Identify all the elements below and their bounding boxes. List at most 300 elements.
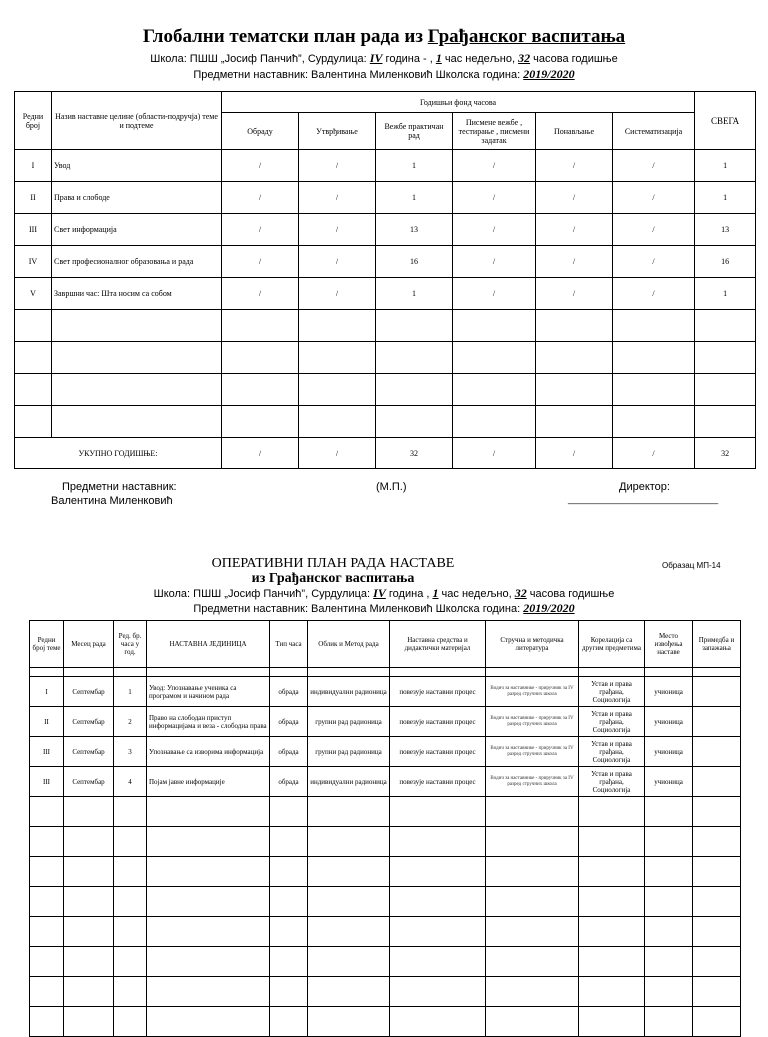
global-plan-title [0,26,768,48]
header-vezbe: Вежбе практичан рад [376,113,453,150]
op-header-form: Облик и Метод рада [308,621,390,668]
cell-svega: 1 [695,182,756,214]
op-cell-notes [693,737,741,767]
op-cell-corr: Устав и права грађана, Социологија [579,677,645,707]
cell-svega: 1 [695,278,756,310]
cell-vezbe: 1 [376,182,453,214]
total-utv: / [299,438,376,469]
empty-cell [579,977,645,1007]
op-cell-lit: Водич за наставнике - приручник за IV разред стручних школа [486,677,579,707]
cell-num: II [15,182,52,214]
table-row [15,278,756,310]
empty-cell [613,342,695,374]
empty-cell [64,827,114,857]
empty-cell [308,887,390,917]
empty-cell [613,374,695,406]
cell-utv: / [299,246,376,278]
header-svega: СВЕГА [695,92,756,150]
header-pismene: Писмене вежбе , тестирање , писмени задатак [453,113,536,150]
empty-cell [308,947,390,977]
op-weekly-value: 1 [432,586,439,600]
empty-cell [30,977,64,1007]
op-year-suffix: година , [388,588,430,600]
empty-cell [114,947,147,977]
cell-sist: / [613,246,695,278]
empty-cell [30,827,64,857]
op-header-means: Наставна средства и дидактички материјал [390,621,486,668]
op-cell-lit: Водич за наставнике - приручник за IV разред стручних школа [486,767,579,797]
op-header-place: Место извођења наставе [645,621,693,668]
empty-row [30,917,741,947]
op-cell-lit: Водич за наставнике - приручник за IV разред стручних школа [486,707,579,737]
empty-cell [695,374,756,406]
empty-cell [299,406,376,438]
empty-cell [390,977,486,1007]
op-cell-month: Септембар [64,737,114,767]
op-cell-place: учионица [645,707,693,737]
table-row [15,214,756,246]
op-yearly-value: 32 [514,586,527,600]
cell-obrada: / [222,182,299,214]
empty-cell [486,1007,579,1037]
table-row [15,150,756,182]
yearly-value: 32 [518,51,531,65]
cell-utv: / [299,182,376,214]
empty-cell [30,917,64,947]
weekly-suffix: час недељно, [444,53,516,65]
title-prefix: Глобални тематски план рада из [142,26,423,47]
empty-cell [299,342,376,374]
empty-cell [453,342,536,374]
cell-num: V [15,278,52,310]
teacher-label: Предметни наставник: Валентина Миленковић Школска година: [193,69,521,81]
cell-name: Права и слободе [52,182,222,214]
weekly-value: 1 [435,51,442,65]
empty-cell [486,947,579,977]
op-cell-place: учионица [645,737,693,767]
empty-cell [390,827,486,857]
empty-cell [270,917,308,947]
empty-cell [114,887,147,917]
empty-cell [270,887,308,917]
empty-cell [645,887,693,917]
cell-num: IV [15,246,52,278]
empty-cell [536,406,613,438]
empty-cell [645,827,693,857]
op-header-hour: Ред. бр. часа у год. [114,621,147,668]
cell-obrada: / [222,278,299,310]
op-cell-type: обрада [270,737,308,767]
empty-cell [114,1007,147,1037]
empty-cell [693,1007,741,1037]
empty-cell [453,310,536,342]
op-cell-form: индивидуални радионица [308,767,390,797]
empty-cell [15,310,52,342]
stamp-label: (М.П.) [376,481,407,493]
empty-row [30,1007,741,1037]
op-header-num: Редни број теме [30,621,64,668]
op-cell-form: индивидуални радионица [308,677,390,707]
empty-cell [30,1007,64,1037]
total-obrada: / [222,438,299,469]
op-cell-notes [693,707,741,737]
empty-row [15,342,756,374]
cell-pism: / [453,150,536,182]
empty-cell [695,310,756,342]
empty-cell [486,917,579,947]
cell-svega: 13 [695,214,756,246]
empty-cell [270,977,308,1007]
empty-cell [147,797,270,827]
cell-pism: / [453,246,536,278]
cell-pism: / [453,182,536,214]
op-weekly-suffix: час недељно, [441,588,512,600]
empty-cell [52,310,222,342]
cell-svega: 16 [695,246,756,278]
op-cell-type: обрада [270,677,308,707]
table-row [30,737,741,767]
total-svega: 32 [695,438,756,469]
empty-cell [390,887,486,917]
empty-row [30,827,741,857]
empty-row [30,887,741,917]
op-cell-unit: Увод: Упознавање ученика са програмом и начином рада [147,677,270,707]
empty-cell [579,947,645,977]
teacher-sign-label: Предметни наставник: [62,481,177,493]
op-cell-unit: Појам јавне информације [147,767,270,797]
cell-pon: / [536,150,613,182]
empty-cell [645,857,693,887]
empty-cell [114,857,147,887]
cell-pon: / [536,246,613,278]
global-info-line [0,51,768,66]
empty-cell [299,310,376,342]
director-label: Директор: [619,481,670,493]
empty-cell [486,827,579,857]
op-cell-means: повезује наставни процес [390,737,486,767]
empty-cell [693,857,741,887]
empty-cell [308,857,390,887]
cell-sist: / [613,278,695,310]
empty-cell [693,827,741,857]
header-obrada: Обраду [222,113,299,150]
empty-cell [114,827,147,857]
empty-cell [270,797,308,827]
op-cell-corr: Устав и права грађана, Социологија [579,737,645,767]
cell-vezbe: 16 [376,246,453,278]
empty-cell [308,977,390,1007]
cell-name: Завршни час: Шта носим са собом [52,278,222,310]
empty-cell [390,947,486,977]
empty-cell [15,406,52,438]
empty-cell [64,887,114,917]
empty-cell [270,827,308,857]
empty-cell [376,374,453,406]
cell-name: Свет професионалног образовања и рада [52,246,222,278]
empty-cell [30,947,64,977]
empty-cell [579,797,645,827]
operative-title-line1: ОПЕРАТИВНИ ПЛАН РАДА НАСТАВЕ [211,556,455,571]
empty-cell [486,977,579,1007]
table-row [30,677,741,707]
cell-pon: / [536,182,613,214]
empty-cell [613,406,695,438]
empty-row [15,310,756,342]
cell-obrada: / [222,214,299,246]
empty-cell [30,887,64,917]
empty-cell [579,827,645,857]
empty-cell [390,797,486,827]
op-cell-form: групни рад радионица [308,707,390,737]
director-signature-line: ______________________________ [568,494,719,504]
op-yearly-suffix: часова годишње [529,588,615,600]
empty-cell [536,342,613,374]
empty-cell [308,917,390,947]
empty-cell [390,857,486,887]
cell-pism: / [453,278,536,310]
op-cell-lit: Водич за наставнике - приручник за IV разред стручних школа [486,737,579,767]
op-cell-corr: Устав и права грађана, Социологија [579,707,645,737]
table-row [15,182,756,214]
empty-cell [64,857,114,887]
empty-cell [52,374,222,406]
empty-cell [613,310,695,342]
op-cell-hour: 4 [114,767,147,797]
empty-cell [222,342,299,374]
empty-row [30,857,741,887]
op-cell-means: повезује наставни процес [390,707,486,737]
empty-cell [376,342,453,374]
empty-row [15,406,756,438]
table-row [15,246,756,278]
header-utvrdjivanje: Утврђивање [299,113,376,150]
total-row [15,438,756,469]
empty-cell [147,1007,270,1037]
empty-cell [645,1007,693,1037]
op-header-correlation: Корелација са другим предметима [579,621,645,668]
cell-sist: / [613,182,695,214]
op-year-value: IV [373,586,386,600]
empty-cell [15,374,52,406]
empty-cell [308,827,390,857]
total-pon: / [536,438,613,469]
form-label: Образац МП-14 [662,561,721,570]
empty-cell [147,857,270,887]
empty-cell [114,797,147,827]
empty-cell [453,406,536,438]
empty-cell [308,797,390,827]
empty-cell [64,797,114,827]
year-suffix: година - , [385,53,433,65]
empty-cell [64,977,114,1007]
op-cell-means: повезује наставни процес [390,767,486,797]
op-teacher-label: Предметни наставник: Валентина Миленковић Школска година: [193,603,521,615]
empty-cell [147,947,270,977]
empty-cell [270,1007,308,1037]
empty-cell [579,887,645,917]
empty-row [30,977,741,1007]
op-cell-type: обрада [270,767,308,797]
empty-cell [645,977,693,1007]
school-year: 2019/2020 [523,67,575,81]
empty-cell [222,374,299,406]
cell-vezbe: 1 [376,150,453,182]
empty-cell [376,310,453,342]
op-school-year: 2019/2020 [523,601,575,615]
cell-num: III [15,214,52,246]
header-sistematizacija: Систематизација [613,113,695,150]
cell-vezbe: 13 [376,214,453,246]
empty-cell [376,406,453,438]
empty-cell [536,310,613,342]
table-row [30,707,741,737]
op-header-unit: НАСТАВНА ЈЕДИНИЦА [147,621,270,668]
teacher-sign-name: Валентина Миленковић [51,495,173,507]
op-cell-hour: 1 [114,677,147,707]
operative-plan-table [29,620,741,1037]
empty-cell [52,406,222,438]
empty-cell [486,797,579,827]
yearly-suffix: часова годишње [533,53,618,65]
school-label: Школа: ПШШ „Јосиф Панчић”, Сурдулица: [150,53,367,65]
empty-cell [64,947,114,977]
empty-cell [222,310,299,342]
total-label: УКУПНО ГОДИШЊЕ: [15,438,222,469]
empty-cell [695,406,756,438]
total-sist: / [613,438,695,469]
op-cell-num: II [30,707,64,737]
empty-cell [579,917,645,947]
op-cell-unit: Упознавање са изворима информација [147,737,270,767]
op-cell-form: групни рад радионица [308,737,390,767]
empty-cell [695,342,756,374]
empty-cell [147,917,270,947]
empty-cell [270,857,308,887]
empty-cell [579,1007,645,1037]
op-cell-month: Септембар [64,767,114,797]
operative-teacher-line [0,601,768,616]
cell-sist: / [613,214,695,246]
cell-name: Свет информација [52,214,222,246]
empty-cell [693,917,741,947]
empty-cell [645,797,693,827]
op-cell-notes [693,677,741,707]
cell-svega: 1 [695,150,756,182]
empty-cell [52,342,222,374]
empty-cell [390,1007,486,1037]
empty-cell [114,977,147,1007]
cell-obrada: / [222,246,299,278]
op-cell-month: Септембар [64,707,114,737]
empty-cell [147,827,270,857]
op-cell-place: учионица [645,677,693,707]
empty-cell [64,1007,114,1037]
empty-cell [693,947,741,977]
op-header-month: Месец рада [64,621,114,668]
op-school-label: Школа: ПШШ „Јосиф Панчић”, Сурдулица: [153,588,371,600]
header-name: Назив наставне целине (области-подручја) теме и подтеме [52,92,222,150]
total-vezbe: 32 [376,438,453,469]
op-cell-month: Септембар [64,677,114,707]
empty-cell [645,917,693,947]
op-cell-num: I [30,677,64,707]
empty-cell [147,887,270,917]
empty-cell [147,977,270,1007]
op-cell-num: III [30,767,64,797]
cell-pon: / [536,214,613,246]
year-value: IV [369,51,383,65]
op-cell-hour: 2 [114,707,147,737]
global-teacher-line [0,67,768,82]
cell-vezbe: 1 [376,278,453,310]
cell-utv: / [299,278,376,310]
operative-info-line [0,586,768,601]
empty-cell [30,797,64,827]
empty-cell [15,342,52,374]
total-pism: / [453,438,536,469]
op-cell-place: учионица [645,767,693,797]
op-cell-means: повезује наставни процес [390,677,486,707]
empty-cell [299,374,376,406]
empty-cell [64,917,114,947]
empty-cell [693,797,741,827]
operative-title-line2: из Грађанског васпитања [251,571,415,586]
empty-cell [390,917,486,947]
op-cell-hour: 3 [114,737,147,767]
empty-cell [693,977,741,1007]
empty-cell [30,857,64,887]
header-ponavljanje: Понављање [536,113,613,150]
empty-cell [579,857,645,887]
header-num: Редни број [15,92,52,150]
empty-cell [222,406,299,438]
op-cell-corr: Устав и права грађана, Социологија [579,767,645,797]
cell-sist: / [613,150,695,182]
empty-row [30,947,741,977]
op-header-literature: Стручна и методичка литература [486,621,579,668]
op-cell-type: обрада [270,707,308,737]
operative-header-row [30,621,741,668]
op-spacer-row [30,668,741,677]
empty-cell [486,857,579,887]
table-row [30,767,741,797]
empty-row [30,797,741,827]
cell-num: I [15,150,52,182]
empty-cell [114,917,147,947]
empty-cell [645,947,693,977]
op-cell-notes [693,767,741,797]
empty-cell [693,887,741,917]
empty-cell [453,374,536,406]
empty-cell [536,374,613,406]
op-header-type: Тип часа [270,621,308,668]
global-plan-table [14,91,756,469]
header-fund: Годишњи фонд часова [222,92,695,113]
empty-cell [486,887,579,917]
op-header-notes: Примедба и запажања [693,621,741,668]
empty-cell [308,1007,390,1037]
operative-plan-title [203,556,463,586]
empty-row [15,374,756,406]
cell-obrada: / [222,150,299,182]
cell-utv: / [299,150,376,182]
op-cell-unit: Право на слободан приступ информацијама и веза - слободна права [147,707,270,737]
title-subject: Грађанског васпитања [427,26,626,47]
cell-utv: / [299,214,376,246]
cell-name: Увод [52,150,222,182]
cell-pon: / [536,278,613,310]
empty-cell [270,947,308,977]
